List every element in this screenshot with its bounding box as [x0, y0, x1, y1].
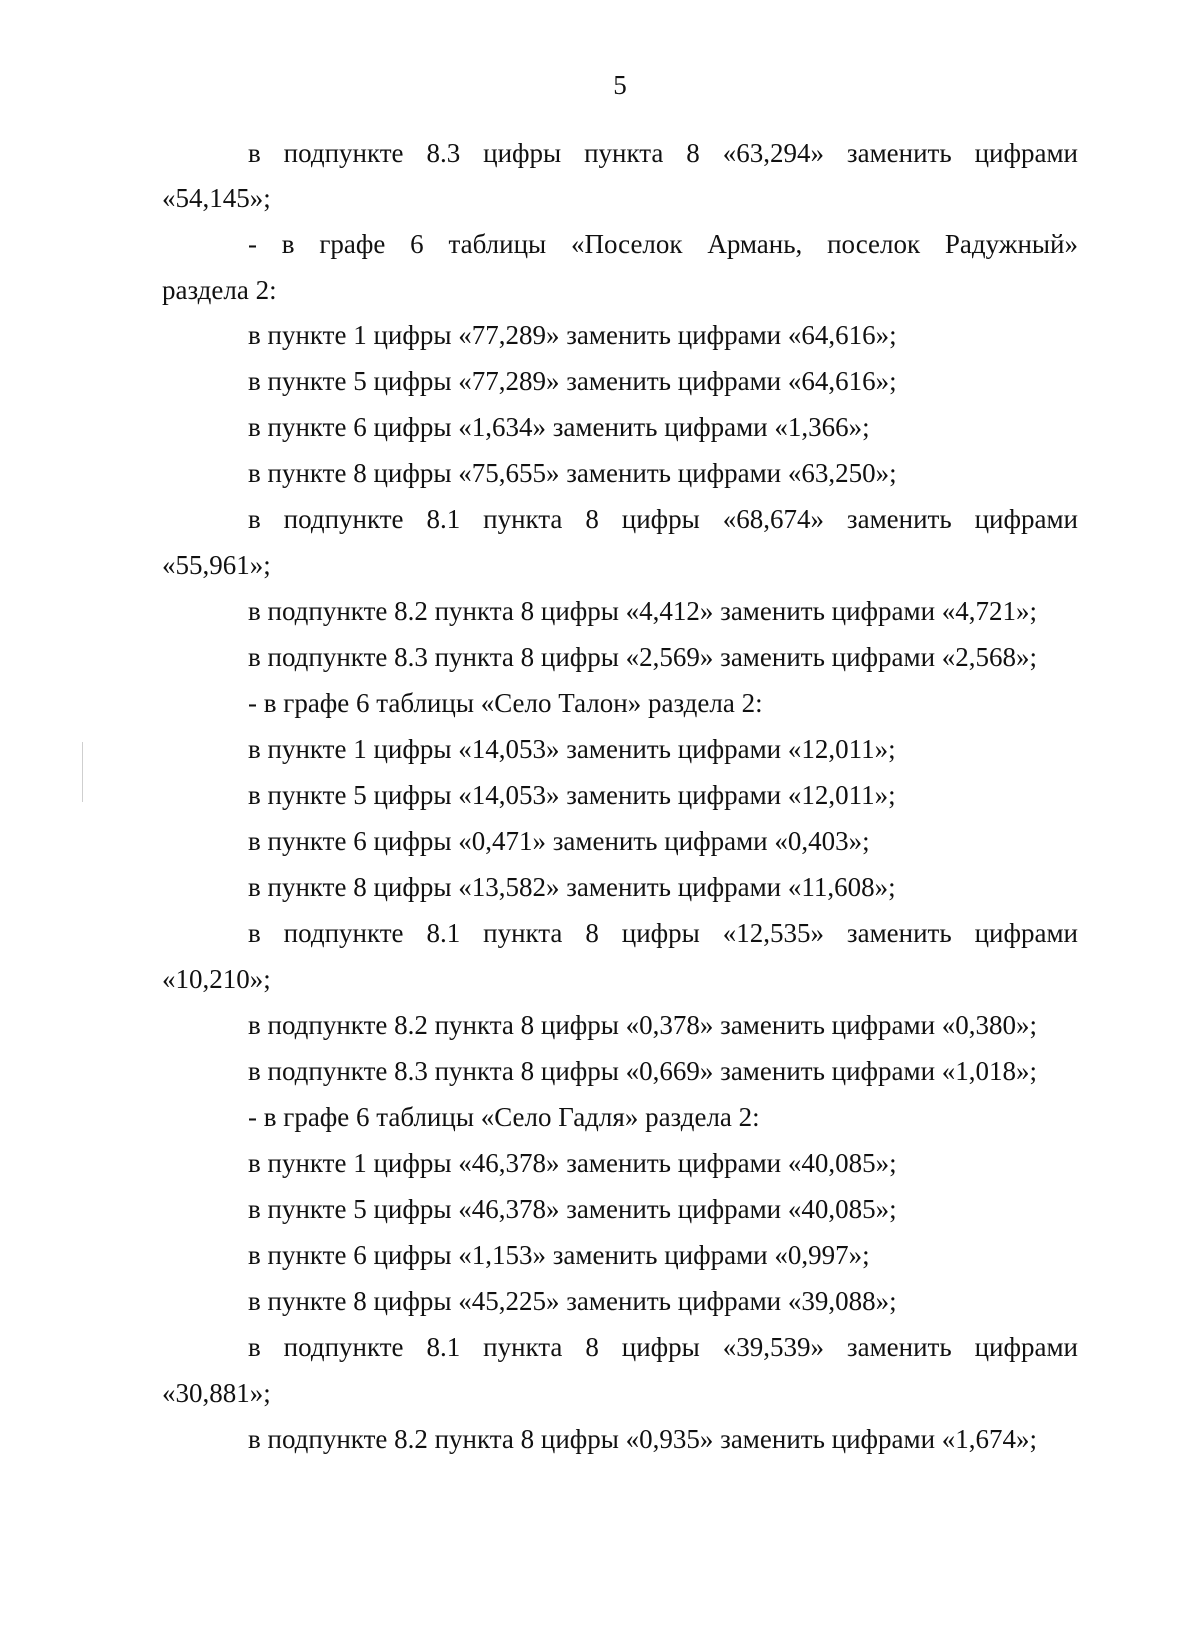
text-line: в подпункте 8.2 пункта 8 цифры «4,412» заменить цифрами «4,721»;: [248, 596, 1038, 626]
text-line: - в графе 6 таблицы «Село Гадля» раздела 2:: [248, 1102, 760, 1132]
text-line: в подпункте 8.3 пункта 8 цифры «0,669» заменить цифрами «1,018»;: [248, 1056, 1038, 1086]
text-line: «30,881»;: [162, 1378, 271, 1408]
text-line: в подпункте 8.2 пункта 8 цифры «0,935» заменить цифрами «1,674»;: [248, 1424, 1038, 1454]
text-line: в пункте 8 цифры «45,225» заменить цифрами «39,088»;: [248, 1286, 897, 1316]
text-line: в пункте 8 цифры «75,655» заменить цифрами «63,250»;: [248, 458, 897, 488]
text-line: в подпункте 8.2 пункта 8 цифры «0,378» заменить цифрами «0,380»;: [248, 1010, 1038, 1040]
text-line: в подпункте 8.1 пункта 8 цифры «68,674» заменить цифрами: [248, 504, 1078, 534]
text-line: в пункте 5 цифры «46,378» заменить цифрами «40,085»;: [248, 1194, 897, 1224]
scan-artifact: [82, 742, 83, 802]
text-line: в подпункте 8.1 пункта 8 цифры «12,535» заменить цифрами: [248, 918, 1078, 948]
text-line: в пункте 6 цифры «0,471» заменить цифрами «0,403»;: [248, 826, 870, 856]
text-line: - в графе 6 таблицы «Поселок Армань, поселок Радужный»: [248, 229, 1078, 259]
text-line: в подпункте 8.1 пункта 8 цифры «39,539» заменить цифрами: [248, 1332, 1078, 1362]
text-line: в пункте 6 цифры «1,634» заменить цифрами «1,366»;: [248, 412, 870, 442]
text-line: «54,145»;: [162, 183, 271, 213]
text-line: в подпункте 8.3 пункта 8 цифры «2,569» заменить цифрами «2,568»;: [248, 642, 1038, 672]
text-line: «10,210»;: [162, 964, 271, 994]
text-line: в подпункте 8.3 цифры пункта 8 «63,294» заменить цифрами: [248, 138, 1078, 168]
text-line: - в графе 6 таблицы «Село Талон» раздела 2:: [248, 688, 763, 718]
text-line: «55,961»;: [162, 550, 271, 580]
text-line: в пункте 8 цифры «13,582» заменить цифрами «11,608»;: [248, 872, 896, 902]
text-line: в пункте 5 цифры «77,289» заменить цифрами «64,616»;: [248, 366, 897, 396]
page-number: 5: [613, 70, 627, 100]
text-line: в пункте 5 цифры «14,053» заменить цифрами «12,011»;: [248, 780, 896, 810]
text-line: в пункте 1 цифры «46,378» заменить цифрами «40,085»;: [248, 1148, 897, 1178]
text-line: в пункте 6 цифры «1,153» заменить цифрами «0,997»;: [248, 1240, 870, 1270]
text-line: в пункте 1 цифры «77,289» заменить цифрами «64,616»;: [248, 320, 897, 350]
text-line: в пункте 1 цифры «14,053» заменить цифрами «12,011»;: [248, 734, 896, 764]
text-line: раздела 2:: [162, 275, 277, 305]
